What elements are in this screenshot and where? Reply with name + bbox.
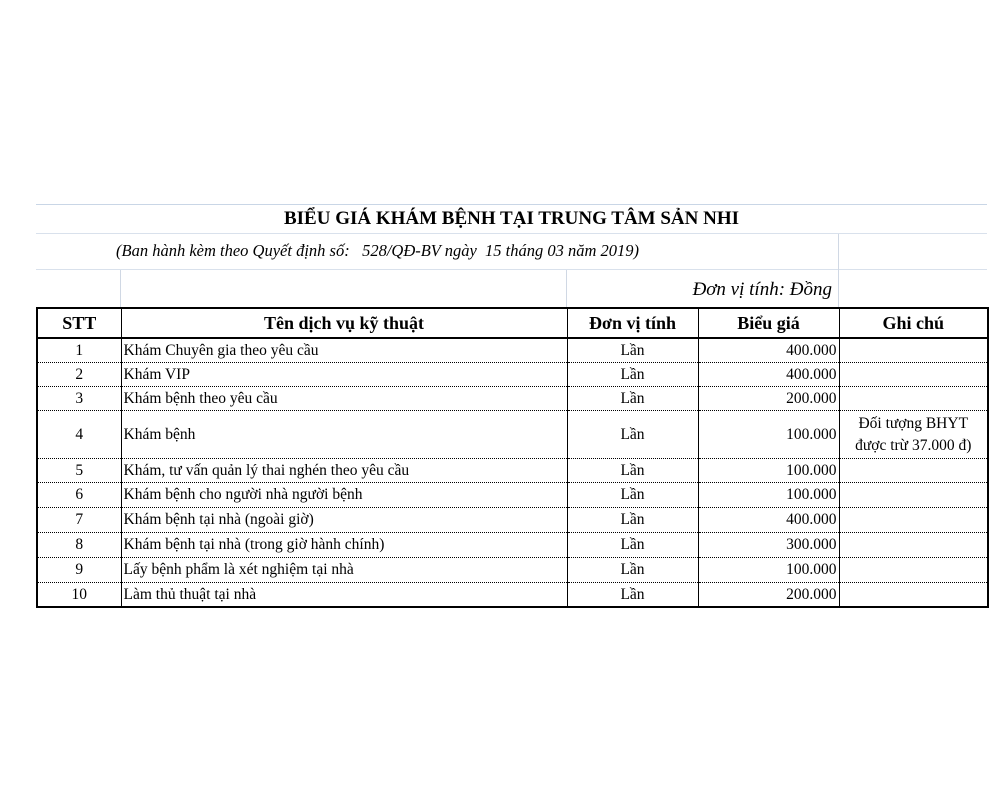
header-stt: STT <box>37 308 121 338</box>
table-row <box>37 387 988 411</box>
row-stt: 10 <box>37 583 121 608</box>
table-row <box>37 459 988 483</box>
row-price: 200.000 <box>698 583 839 608</box>
row-unit: Lần <box>567 363 698 387</box>
row-stt: 9 <box>37 558 121 583</box>
grid-line <box>838 270 839 307</box>
page-title: BIỂU GIÁ KHÁM BỆNH TẠI TRUNG TÂM SẢN NHI <box>283 208 740 229</box>
row-service-name: Khám bệnh cho người nhà người bệnh <box>121 483 567 508</box>
price-sheet <box>36 204 987 610</box>
row-price: 100.000 <box>698 459 839 483</box>
row-stt: 6 <box>37 483 121 508</box>
row-service-name: Khám bệnh tại nhà (trong giờ hành chính) <box>121 533 567 558</box>
row-note <box>839 363 988 387</box>
grid-line <box>120 270 121 307</box>
row-unit: Lần <box>567 508 698 533</box>
title-row <box>36 204 987 234</box>
price-table <box>36 307 989 608</box>
row-price: 100.000 <box>698 483 839 508</box>
row-service-name: Khám, tư vấn quản lý thai nghén theo yêu cầu <box>121 459 567 483</box>
row-note <box>839 558 988 583</box>
unit-row <box>36 270 987 307</box>
header-service-name: Tên dịch vụ kỹ thuật <box>121 308 567 338</box>
row-unit: Lần <box>567 459 698 483</box>
header-price: Biểu giá <box>698 308 839 338</box>
row-note <box>839 459 988 483</box>
row-service-name: Khám VIP <box>121 363 567 387</box>
row-note <box>839 583 988 608</box>
row-unit: Lần <box>567 583 698 608</box>
table-row <box>37 411 988 459</box>
row-note: Đối tượng BHYT được trừ 37.000 đ) <box>839 411 988 459</box>
row-unit: Lần <box>567 558 698 583</box>
header-unit: Đơn vị tính <box>567 308 698 338</box>
decision-subtitle: (Ban hành kèm theo Quyết định số: 528/QĐ-BV ngày 15 tháng 03 năm 2019) <box>116 241 640 260</box>
row-unit: Lần <box>567 483 698 508</box>
row-stt: 7 <box>37 508 121 533</box>
row-service-name: Khám Chuyên gia theo yêu cầu <box>121 338 567 363</box>
row-price: 400.000 <box>698 338 839 363</box>
row-unit: Lần <box>567 338 698 363</box>
row-note <box>839 533 988 558</box>
header-note: Ghi chú <box>839 308 988 338</box>
row-stt: 4 <box>37 411 121 459</box>
row-stt: 5 <box>37 459 121 483</box>
row-price: 100.000 <box>698 411 839 459</box>
subtitle-row <box>36 234 987 270</box>
table-row <box>37 533 988 558</box>
row-note <box>839 338 988 363</box>
currency-unit-note: Đơn vị tính: Đồng <box>692 279 832 300</box>
row-note <box>839 483 988 508</box>
row-note <box>839 387 988 411</box>
table-row <box>37 558 988 583</box>
table-row <box>37 363 988 387</box>
row-stt: 8 <box>37 533 121 558</box>
row-service-name: Khám bệnh theo yêu cầu <box>121 387 567 411</box>
row-note <box>839 508 988 533</box>
row-unit: Lần <box>567 411 698 459</box>
table-header-row <box>37 308 988 338</box>
row-price: 400.000 <box>698 363 839 387</box>
row-unit: Lần <box>567 387 698 411</box>
row-stt: 2 <box>37 363 121 387</box>
table-row <box>37 338 988 363</box>
row-stt: 1 <box>37 338 121 363</box>
row-stt: 3 <box>37 387 121 411</box>
table-row <box>37 483 988 508</box>
row-price: 100.000 <box>698 558 839 583</box>
row-service-name: Khám bệnh tại nhà (ngoài giờ) <box>121 508 567 533</box>
row-price: 400.000 <box>698 508 839 533</box>
table-row <box>37 583 988 608</box>
row-service-name: Khám bệnh <box>121 411 567 459</box>
row-price: 200.000 <box>698 387 839 411</box>
row-service-name: Lấy bệnh phẩm là xét nghiệm tại nhà <box>121 558 567 583</box>
row-unit: Lần <box>567 533 698 558</box>
row-service-name: Làm thủ thuật tại nhà <box>121 583 567 608</box>
table-row <box>37 508 988 533</box>
grid-line <box>838 234 839 270</box>
row-price: 300.000 <box>698 533 839 558</box>
